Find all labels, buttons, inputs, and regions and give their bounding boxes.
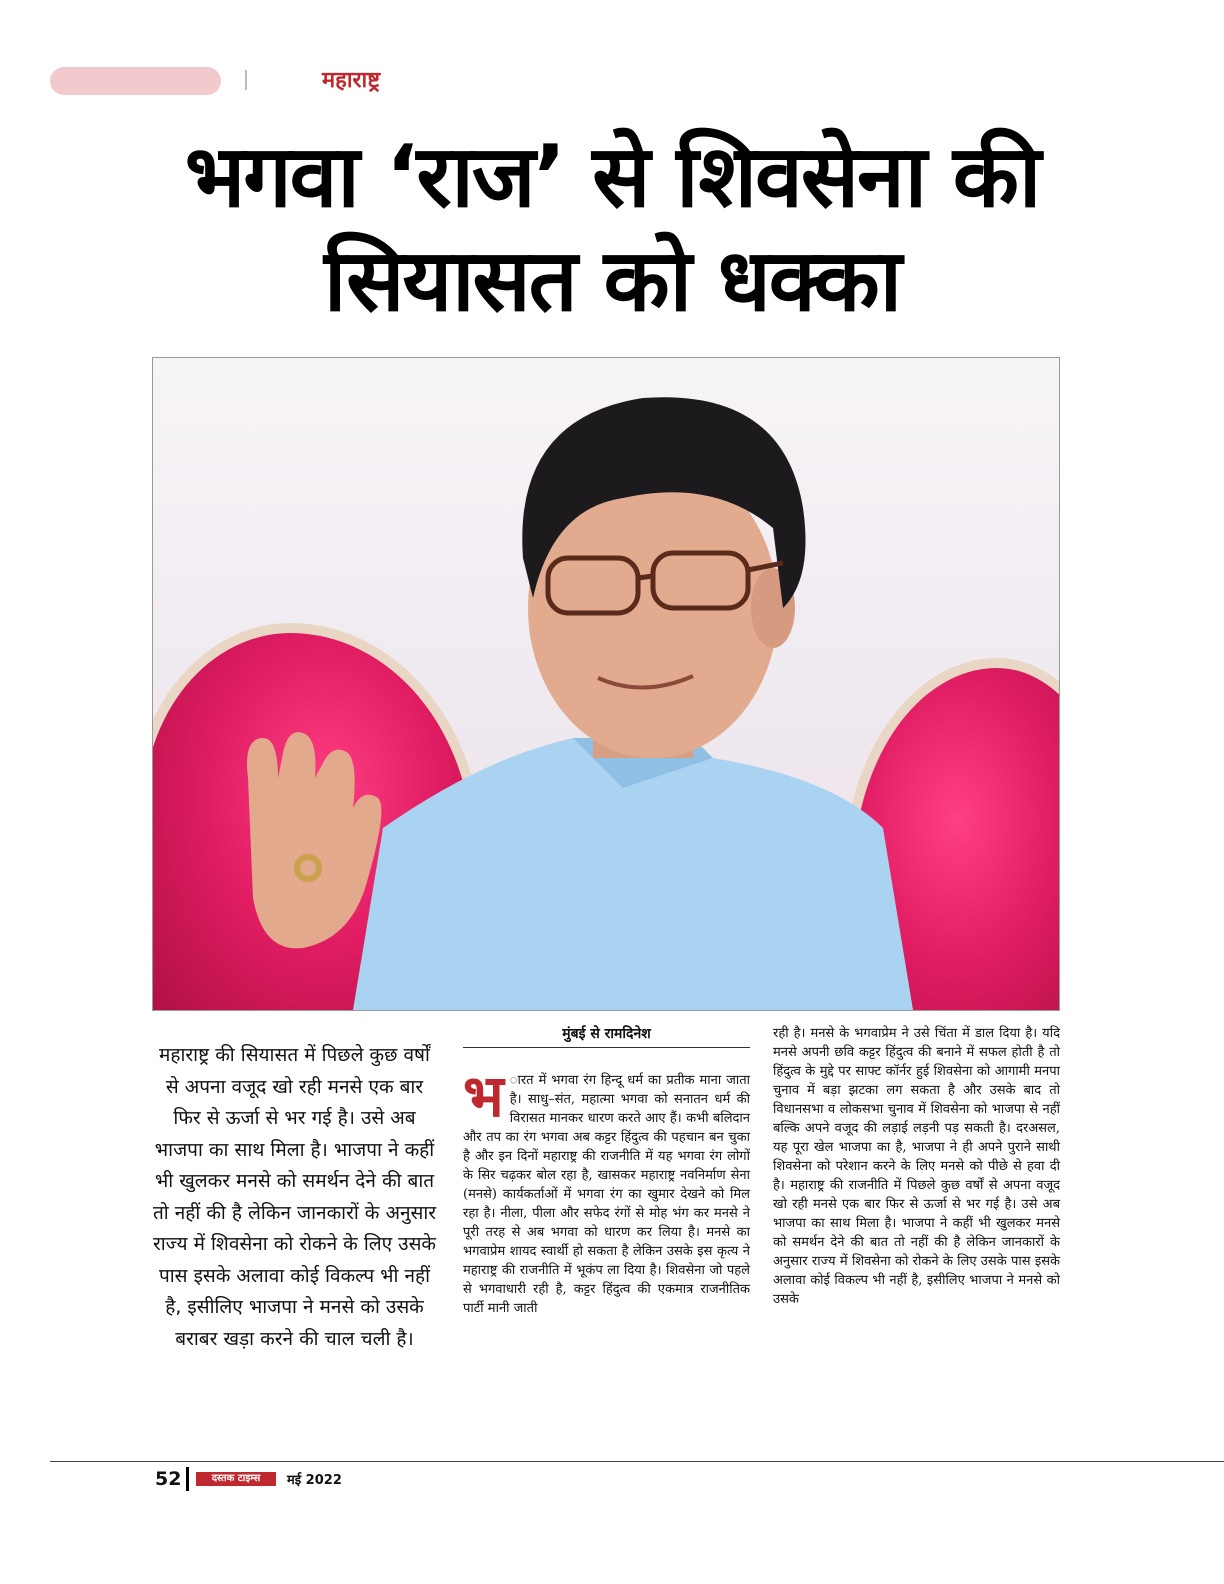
header-divider — [245, 70, 247, 90]
issue-date: मई 2022 — [287, 1473, 342, 1488]
section-label: महाराष्ट्र — [322, 68, 381, 93]
section-tag-pill — [50, 67, 221, 95]
article-column-2: रही है। मनसे के भगवाप्रेम ने उसे चिंता में डाल दिया है। यदि मनसे अपनी छवि कट्टर हिंदुत्व की बनाने में सफल होती है तो हिंदुत्व के मुद्दे पर साफ्ट कॉर्नर हुई शिवसेना को आगामी मनपा चुनाव में बड़ा झटका लग सकता है और उसके बाद तो विधानसभा व लोकसभा चुनाव में शिवसेना को भाजपा से नहीं बल्कि अपने वजूद की लड़ाई लड़नी पड़ सकती है। दरअसल, यह पूरा खेल भाजपा का है, भाजपा ने ही अपने पुराने साथी शिवसेना को परेशान करने के लिए मनसे को पीछे से हवा दी है। महाराष्ट्र की राजनीति में पिछले कुछ वर्षों से अपना वजूद खो रही मनसे एक बार फिर से ऊर्जा से भर गई है। उसे अब भाजपा का साथ मिला है। भाजपा ने कहीं भी खुलकर मनसे को समर्थन देने की बात तो नहीं की है लेकिन जानकारों के अनुसार राज्य में शिवसेना को रोकने के लिए उसके पास इसके अलावा कोई विकल्प भी नहीं है, इसीलिए भाजपा ने मनसे को उसके — [773, 1026, 1060, 1307]
footer-rule — [50, 1461, 1224, 1462]
byline: मुंबई से रामदिनेश — [463, 1024, 750, 1048]
page-number: 52 — [155, 1468, 182, 1490]
headline — [0, 125, 1224, 333]
lead-paragraph: महाराष्ट्र की सियासत में पिछले कुछ वर्षों से अपना वजूद खो रही मनसे एक बार फिर से ऊर्जा से भर गई है। उसे अब भाजपा का साथ मिला है। भाजपा ने कहीं भी खुलकर मनसे को समर्थन देने की बात तो नहीं की है लेकिन जानकारों के अनुसार राज्य में शिवसेना को रोकने के लिए उसके पास इसके अलावा कोई विकल्प भी नहीं है, इसीलिए भाजपा ने मनसे को उसके बराबर खड़ा करने की चाल चली है। — [152, 1044, 437, 1350]
headline-line-1: भगवा ‘राज’ से शिवसेना की — [184, 127, 1040, 227]
article-column-1 — [463, 1062, 750, 1318]
lead-photo — [152, 357, 1060, 1011]
drop-cap: भ — [463, 1062, 504, 1130]
article-column-1-text: ारत में भगवा रंग हिन्दू धर्म का प्रतीक माना जाता है। साधु–संत, महात्मा भगवा को सनातन धर्म की विरासत मानकर धारण करते आए हैं। कभी बलिदान और तप का रंग भगवा अब कट्टर हिंदुत्व की पहचान बन चुका है और इन दिनों महाराष्ट्र की राजनीति में यह भगवा रंग लोगों के सिर चढ़कर बोल रहा है, खासकर महाराष्ट्र नवनिर्माण सेना (मनसे) कार्यकर्ताओं में भगवा रंग का खुमार देखने को मिल रहा है। नीला, पीला और सफेद रंगों से मोह भंग कर मनसे ने पूरी तरह से अब भगवा को धारण कर लिया है। मनसे का भगवाप्रेम शायद स्वार्थी हो सकता है लेकिन उसके इस कृत्य ने महाराष्ट्र की राजनीति में भूकंप ला दिया है। शिवसेना जो पहले से भगवाधारी रही है, कट्टर हिंदुत्व की एकमात्र राजनीतिक पार्टी मानी जाती — [463, 1073, 750, 1316]
person-illustration — [153, 358, 1059, 1010]
footer-divider — [186, 1467, 189, 1491]
headline-line-2: सियासत को धक्का — [323, 231, 900, 331]
brand-logo: दस्तक टाइम्स — [196, 1472, 276, 1486]
